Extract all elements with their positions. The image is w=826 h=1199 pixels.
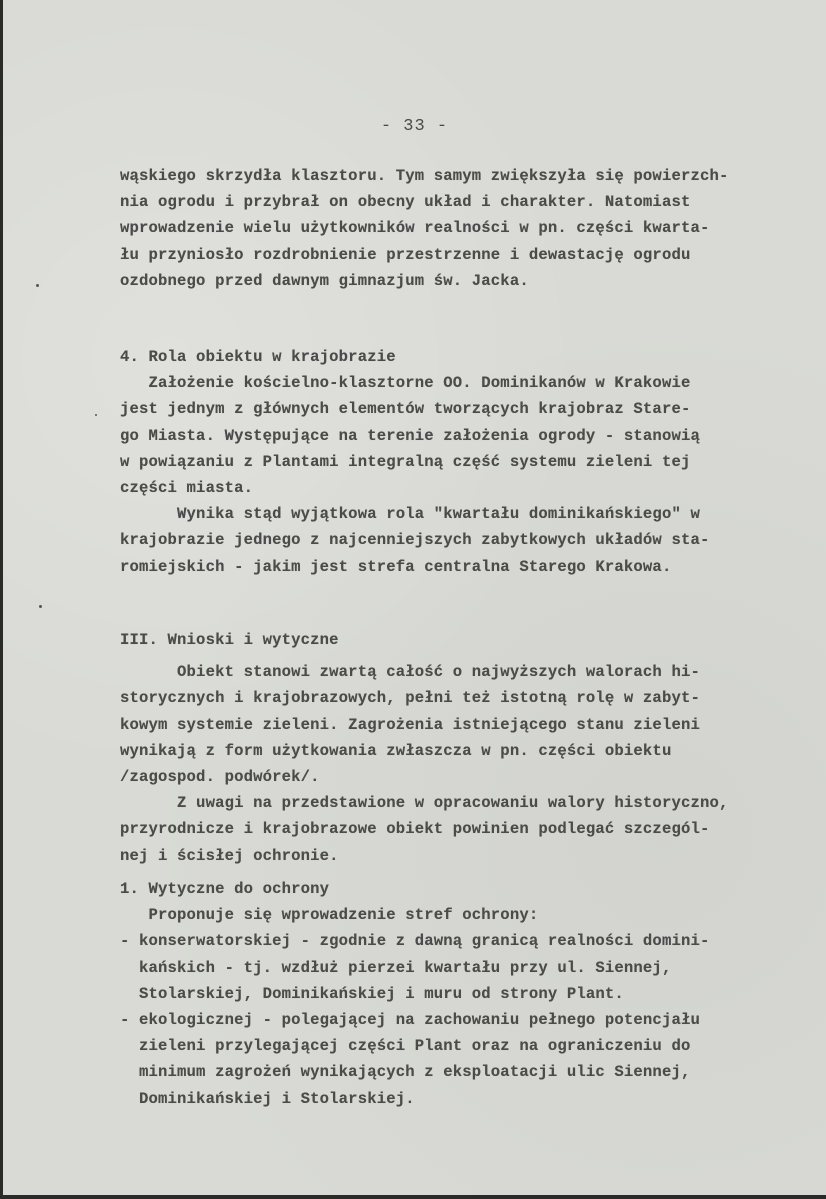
text-line: w powiązaniu z Plantami integralną część systemu zieleni tej [120,452,691,471]
text-line: jest jednym z głównych elementów tworzących krajobraz Stare- [120,400,691,419]
text-line: przyrodnicze i krajobrazowe obiekt powinien podlegać szczegól- [120,820,710,839]
text-line: Proponuje się wprowadzenie stref ochrony: [120,906,539,925]
text-line: wynikają z form użytkowania zwłaszcza w pn. części obiektu [120,741,672,760]
text-line: wąskiego skrzydła klasztoru. Tym samym zwiększyła się powierzch- [120,167,729,185]
text-line: /zagospod. podwórek/. [120,767,320,786]
text-line: łu przyniosło rozdrobnienie przestrzenne i dewastację ogrodu [120,245,691,264]
text-line: krajobrazie jednego z najcenniejszych zabytkowych układów sta- [120,531,710,550]
intro-paragraph [120,163,790,294]
text-line: Obiekt stanowi zwartą całość o najwyższych walorach hi- [120,663,700,682]
document-page [3,0,826,1195]
text-line: romiejskich - jakim jest strefa centralna Starego Krakowa. [120,557,672,576]
paper-speck [39,605,42,608]
section-4 [120,344,790,580]
list-item-line: kańskich - tj. wzdłuż pierzei kwartału przy ul. Siennej, [120,958,672,977]
text-line: Z uwagi na przedstawione w opracowaniu walory historyczno, [120,794,729,813]
list-item-line: minimum zagrożeń wynikających z eksploatacji ulic Siennej, [120,1063,691,1082]
list-item-line: - ekologicznej - polegającej na zachowaniu pełnego potencjału [120,1010,700,1029]
text-line: nia ogrodu i przybrał on obecny układ i charakter. Natomiast [120,193,691,212]
list-item-line: Dominikańskiej i Stolarskiej. [120,1089,415,1108]
page-number: - 33 - [380,117,449,136]
section-heading: 4. Rola obiektu w krajobrazie [120,348,396,366]
paper-speck [36,284,39,287]
text-line: części miasta. [120,478,254,497]
text-line: nej i ścisłej ochronie. [120,846,339,865]
text-line: Wynika stąd wyjątkowa rola "kwartału dominikańskiego" w [120,505,700,524]
list-item-line: Stolarskiej, Dominikańskiej i muru od strony Plant. [120,984,624,1003]
subsection-1 [120,876,790,1112]
text-line: Założenie kościelno-klasztorne OO. Dominikanów w Krakowie [120,374,691,393]
list-item-line: - konserwatorskiej - zgodnie z dawną granicą realności domini- [120,932,710,951]
text-line: storycznych i krajobrazowych, pełni też istotną rolę w zabyt- [120,689,700,708]
list-item-line: zieleni przylegającej części Plant oraz na ograniczeniu do [120,1037,691,1056]
text-line: kowym systemie zieleni. Zagrożenia istniejącego stanu zieleni [120,715,700,734]
section-III [120,627,790,869]
text-line: go Miasta. Występujące na terenie założenia ogrody - stanowią [120,426,700,445]
subsection-heading: 1. Wytyczne do ochrony [120,880,330,898]
paper-speck [95,414,97,416]
section-heading: III. Wnioski i wytyczne [120,631,339,649]
text-line: ozdobnego przed dawnym gimnazjum św. Jacka. [120,271,529,290]
text-line: wprowadzenie wielu użytkowników realności w pn. części kwarta- [120,219,710,238]
